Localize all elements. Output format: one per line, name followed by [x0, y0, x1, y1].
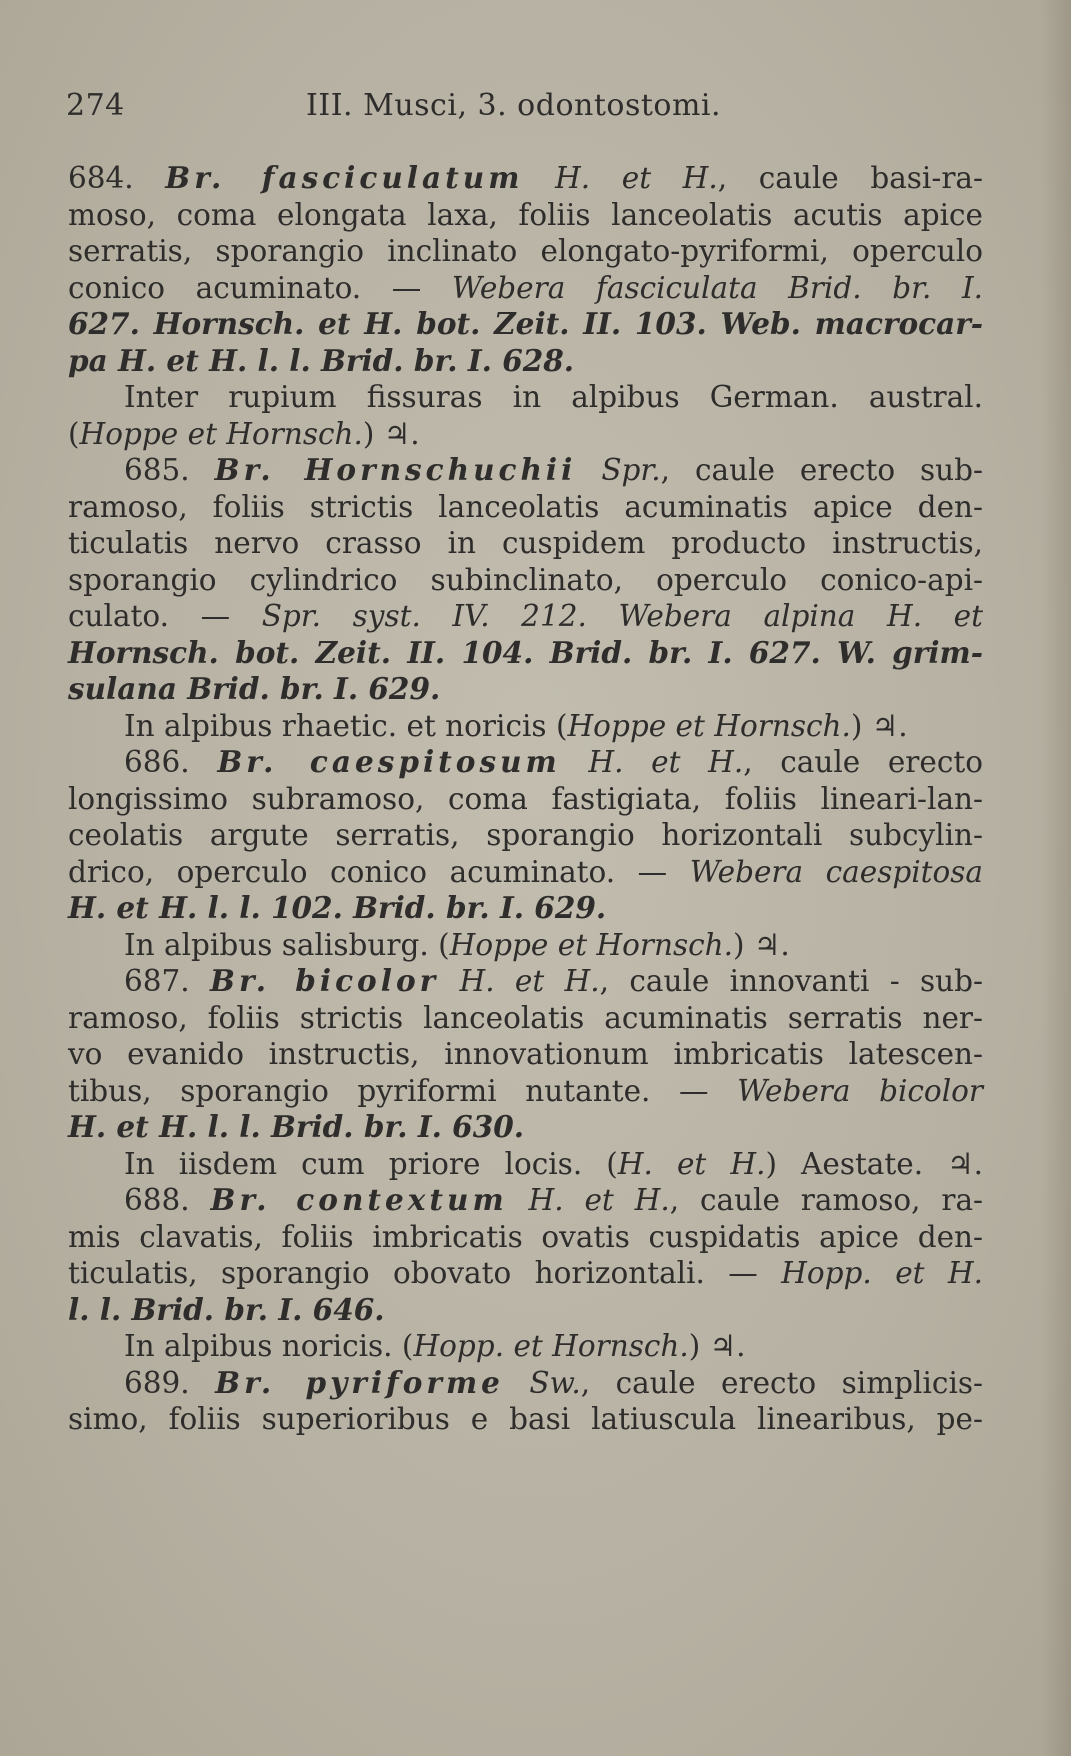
- text-segment: H. et H.: [459, 964, 600, 998]
- text-segment: ticulatis, sporangio obovato horizontali. —: [68, 1256, 782, 1290]
- text-line: [68, 379, 983, 416]
- text-line: [68, 270, 983, 307]
- text-line: [68, 671, 983, 708]
- text-line: [68, 1401, 983, 1438]
- text-segment: l. l. Brid. br. I. 646.: [68, 1291, 385, 1327]
- text-segment: Sw.: [529, 1365, 581, 1400]
- text-segment: Hornsch. bot. Zeit. II. 104. Brid. br. I. 627. W. grim-: [68, 634, 983, 670]
- text-segment: 688.: [124, 1183, 211, 1217]
- text-segment: (: [68, 416, 80, 451]
- text-segment: mis clavatis, foliis imbricatis ovatis cuspidatis apice den-: [68, 1219, 983, 1254]
- text-segment: [504, 1366, 529, 1400]
- text-segment: ) ♃.: [688, 1329, 746, 1363]
- text-segment: Hopp. et H.: [781, 1256, 983, 1290]
- text-line: [68, 890, 983, 927]
- text-line: [68, 963, 983, 1000]
- text-segment: Spr. syst. IV. 212. Webera alpina H. et: [261, 599, 983, 633]
- text-segment: H. et H.: [528, 1183, 670, 1217]
- text-segment: Webera fasciculata Brid. br. I.: [451, 270, 983, 305]
- text-line: [68, 1328, 983, 1365]
- text-line: [68, 562, 983, 599]
- text-segment: Br. bicolor: [210, 963, 440, 998]
- text-segment: Hoppe et Hornsch.: [79, 416, 363, 451]
- text-line: [68, 489, 983, 526]
- text-segment: , caule ramoso, ra-: [669, 1183, 983, 1217]
- text-segment: Br. Hornschuchii: [214, 452, 577, 487]
- text-segment: Hoppe et Hornsch.: [567, 708, 851, 743]
- text-line: [68, 1365, 983, 1402]
- text-segment: [439, 964, 459, 998]
- text-line: [68, 1000, 983, 1037]
- text-segment: pa H. et H. l. l. Brid. br. I. 628.: [68, 342, 575, 378]
- text-segment: ) ♃.: [362, 416, 420, 451]
- text-line: [68, 635, 983, 672]
- text-segment: H. et H.: [588, 745, 744, 779]
- text-line: [68, 1036, 983, 1073]
- running-header: [66, 88, 986, 128]
- text-segment: Inter rupium fissuras in alpibus German. austral.: [124, 380, 983, 414]
- text-segment: Webera caespitosa: [689, 854, 983, 889]
- text-line: [68, 1255, 983, 1292]
- text-line: [68, 233, 983, 270]
- text-segment: In alpibus rhaetic. et noricis (: [124, 708, 568, 743]
- text-line: [68, 781, 983, 818]
- text-segment: longissimo subramoso, coma fastigiata, foliis lineari-lan-: [68, 781, 983, 816]
- text-segment: H. et H.: [617, 1146, 766, 1181]
- text-segment: In alpibus noricis. (: [124, 1329, 414, 1363]
- text-segment: 685.: [124, 453, 215, 487]
- text-line: [68, 452, 983, 489]
- text-line: [68, 306, 983, 343]
- text-line: [68, 598, 983, 635]
- text-line: [68, 525, 983, 562]
- text-segment: ticulatis nervo crasso in cuspidem producto instructis,: [68, 526, 983, 560]
- text-segment: H. et H.: [555, 161, 718, 195]
- text-line: [68, 160, 983, 197]
- text-segment: tibus, sporangio pyriformi nutante. —: [68, 1073, 738, 1108]
- text-line: [68, 343, 983, 380]
- text-segment: In alpibus salisburg. (: [124, 927, 450, 962]
- text-segment: In iisdem cum priore locis. (: [124, 1146, 618, 1181]
- text-segment: [523, 161, 555, 195]
- text-segment: Br. caespitosum: [217, 744, 561, 779]
- text-segment: drico, operculo conico acuminato. —: [68, 854, 690, 889]
- text-segment: 684.: [68, 161, 166, 195]
- text-line: [68, 416, 983, 453]
- text-segment: vo evanido instructis, innovationum imbricatis latescen-: [68, 1037, 983, 1071]
- text-segment: H. et H. l. l. Brid. br. I. 630.: [68, 1109, 525, 1144]
- text-segment: , caule erecto simplicis-: [580, 1365, 983, 1400]
- text-segment: 689.: [124, 1365, 216, 1400]
- text-line: [68, 1109, 983, 1146]
- text-segment: moso, coma elongata laxa, foliis lanceolatis acutis apice: [68, 197, 983, 232]
- text-line: [68, 854, 983, 891]
- text-line: [68, 1182, 983, 1219]
- text-segment: sulana Brid. br. I. 629.: [68, 671, 441, 706]
- text-segment: [561, 745, 589, 779]
- text-segment: , caule basi-ra-: [717, 161, 983, 195]
- text-segment: serratis, sporangio inclinato elongato-pyriformi, operculo: [68, 234, 983, 268]
- text-line: [68, 1146, 983, 1183]
- text-segment: Br. contextum: [210, 1182, 508, 1217]
- text-segment: Spr.: [601, 453, 661, 487]
- page-number: 274: [66, 88, 125, 123]
- text-segment: 627. Hornsch. et H. bot. Zeit. II. 103. Web. macrocar-: [68, 306, 983, 341]
- text-line: [68, 927, 983, 964]
- text-line: [68, 1292, 983, 1329]
- text-segment: 687.: [124, 964, 211, 998]
- text-segment: [508, 1183, 529, 1217]
- text-line: [68, 1073, 983, 1110]
- text-line: [68, 708, 983, 745]
- text-segment: ramoso, foliis strictis lanceolatis acuminatis apice den-: [68, 489, 983, 524]
- text-segment: , caule erecto sub-: [660, 453, 984, 487]
- running-title: III. Musci, 3. odontostomi.: [306, 88, 722, 123]
- body-text: [68, 160, 983, 1438]
- text-segment: sporangio cylindrico subinclinato, operculo conico-api-: [68, 562, 983, 597]
- text-segment: ceolatis argute serratis, sporangio horizontali subcylin-: [68, 818, 983, 852]
- text-line: [68, 817, 983, 854]
- text-segment: ramoso, foliis strictis lanceolatis acuminatis serratis ner-: [68, 1000, 983, 1035]
- text-segment: , caule erecto: [743, 745, 984, 779]
- text-line: [68, 1219, 983, 1256]
- text-segment: simo, foliis superioribus e basi latiuscula linearibus, pe-: [68, 1402, 983, 1436]
- text-segment: Hopp. et Hornsch.: [413, 1329, 689, 1363]
- text-segment: [576, 453, 601, 487]
- text-segment: 686.: [124, 745, 218, 779]
- text-segment: ) Aestate. ♃.: [765, 1146, 983, 1181]
- text-line: [68, 744, 983, 781]
- text-segment: Hoppe et Hornsch.: [449, 927, 734, 962]
- text-segment: culato. —: [68, 599, 262, 633]
- text-segment: conico acuminato. —: [68, 270, 452, 305]
- text-segment: H. et H. l. l. 102. Brid. br. I. 629.: [68, 890, 607, 925]
- text-segment: , caule innovanti - sub-: [599, 964, 983, 998]
- text-segment: Br. fasciculatum: [165, 160, 524, 195]
- text-segment: ) ♃.: [850, 708, 908, 743]
- page-edge-shadow: [1041, 0, 1071, 1756]
- text-line: [68, 197, 983, 234]
- text-segment: ) ♃.: [733, 927, 790, 962]
- text-segment: Br. pyriforme: [215, 1364, 504, 1400]
- text-segment: Webera bicolor: [737, 1073, 983, 1108]
